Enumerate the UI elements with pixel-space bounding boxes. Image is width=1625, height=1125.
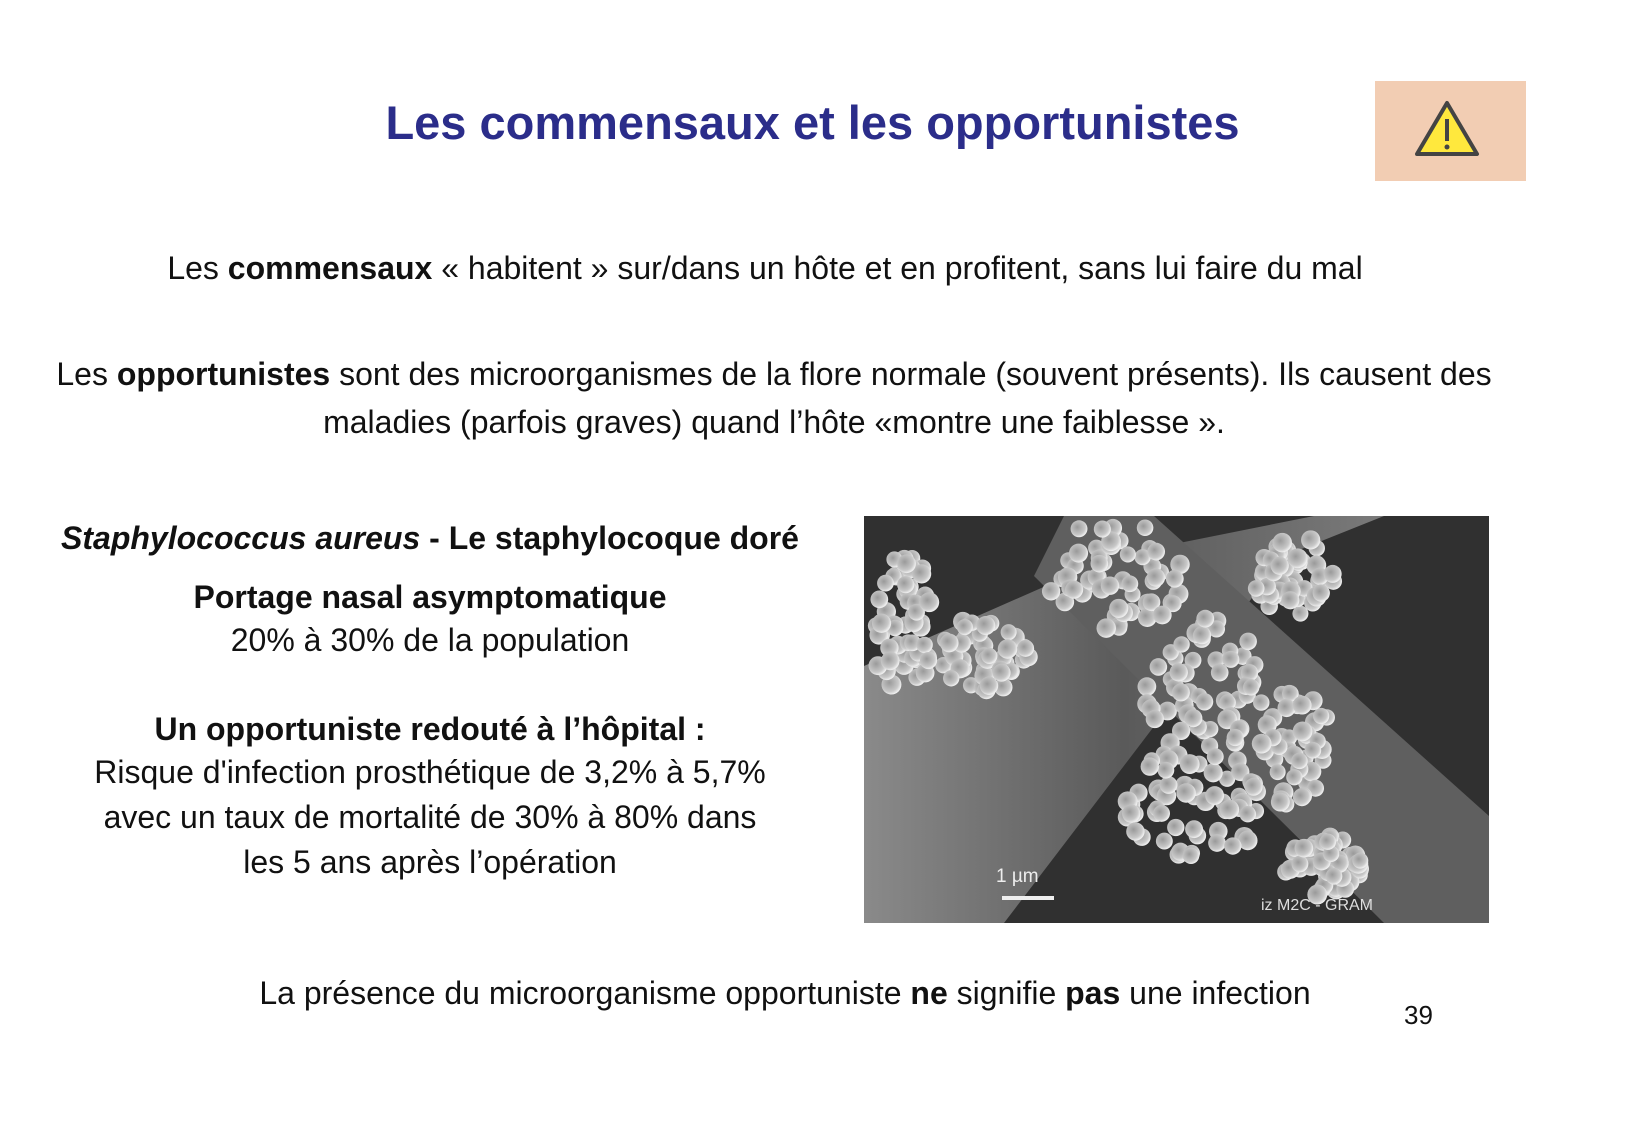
coccus-cell [1220, 800, 1239, 819]
coccus-cell [1017, 640, 1034, 657]
coccus-cell [1245, 778, 1263, 796]
coccus-cell [1150, 658, 1168, 676]
coccus-cell [993, 664, 1011, 682]
hospital-line: les 5 ans après l’opération [243, 844, 617, 880]
opportunistes-definition [0, 350, 1548, 446]
coccus-cell [1313, 708, 1329, 724]
carriage-heading: Portage nasal asymptomatique [193, 579, 667, 615]
coccus-cell [1295, 839, 1314, 858]
coccus-cell [1120, 546, 1136, 562]
bold-word: pas [1065, 975, 1121, 1011]
coccus-cell [1239, 633, 1257, 651]
coccus-cell [981, 648, 997, 664]
coccus-cell [1227, 729, 1244, 746]
coccus-cell [1352, 853, 1368, 869]
coccus-cell [1277, 699, 1295, 717]
coccus-cell [1153, 805, 1170, 822]
coccus-cell [1158, 762, 1175, 779]
coccus-cell [1272, 533, 1291, 552]
coccus-cell [1173, 636, 1189, 652]
coccus-cell [1094, 521, 1111, 538]
coccus-cell [1252, 734, 1272, 754]
sem-image [864, 516, 1489, 923]
coccus-cell [1097, 618, 1116, 637]
coccus-cell [1208, 834, 1226, 852]
coccus-cell [1313, 584, 1330, 601]
coccus-cell [1183, 848, 1199, 864]
coccus-cell [1326, 868, 1343, 885]
coccus-cell [1138, 677, 1157, 696]
coccus-cell [1240, 806, 1257, 823]
text: La présence du microorganisme opportuniste [259, 975, 911, 1011]
coccus-cell [1248, 580, 1265, 597]
coccus-cell [1156, 833, 1173, 850]
coccus-cell [1196, 610, 1214, 628]
coccus-cell [1122, 575, 1139, 592]
coccus-cell [1176, 783, 1196, 803]
coccus-cell [919, 592, 939, 612]
coccus-cell [1153, 606, 1172, 625]
coccus-cell [1160, 776, 1178, 794]
footer-note [0, 975, 1570, 1012]
coccus-cell [1301, 530, 1320, 549]
coccus-cell [1224, 837, 1241, 854]
carriage-value: 20% à 30% de la population [230, 622, 630, 658]
coccus-cell [1146, 710, 1164, 728]
coccus-cell [872, 614, 891, 633]
coccus-cell [1193, 626, 1211, 644]
coccus-cell [980, 677, 998, 695]
text: sont des microorganismes de la flore normale (souvent présents). Ils causent des maladies (parfois graves) quand l’hôte «montre une faiblesse ». [323, 356, 1492, 440]
coccus-cell [1253, 694, 1269, 710]
image-credit: iz M2C - GRAM [1261, 897, 1373, 914]
coccus-cell [1305, 742, 1322, 759]
coccus-cell [1324, 565, 1342, 583]
coccus-cell [1172, 683, 1190, 701]
text: Les [167, 250, 228, 286]
coccus-cell [1196, 693, 1213, 710]
coccus-cell [1286, 769, 1302, 785]
coccus-cell [1185, 820, 1203, 838]
scale-bar-label: 1 µm [996, 866, 1039, 887]
coccus-cell [1293, 788, 1311, 806]
coccus-cell [1204, 763, 1223, 782]
coccus-cell [877, 575, 894, 592]
text: « habitent » sur/dans un hôte et en profitent, sans lui faire du mal [432, 250, 1363, 286]
text: Les [56, 356, 117, 392]
coccus-cell [916, 637, 932, 653]
coccus-cell [1222, 651, 1239, 668]
coccus-cell [1167, 819, 1184, 836]
hospital-line: Risque d'infection prosthétique de 3,2% à 5,7% [94, 754, 766, 790]
coccus-cell [1065, 581, 1083, 599]
coccus-cell [1069, 544, 1088, 563]
coccus-cell [1180, 754, 1200, 774]
coccus-cell [881, 652, 900, 671]
coccus-cell [897, 554, 916, 573]
warning-box [1375, 81, 1526, 181]
coccus-cell [870, 590, 888, 608]
slide-title: Les commensaux et les opportunistes [385, 96, 1240, 149]
coccus-cell [976, 616, 995, 635]
species-name: Staphylococcus aureus [61, 520, 421, 556]
bold-word: ne [910, 975, 948, 1011]
coccus-cell [1122, 804, 1140, 822]
coccus-cell [943, 670, 959, 686]
coccus-cell [1042, 582, 1060, 600]
coccus-cell [998, 639, 1018, 659]
coccus-cell [1091, 555, 1109, 573]
sem-micrograph [864, 516, 1489, 923]
hospital-line: avec un taux de mortalité de 30% à 80% dans [103, 799, 757, 835]
coccus-cell [957, 619, 973, 635]
coccus-cell [1292, 856, 1309, 873]
coccus-cell [1109, 599, 1128, 618]
text: signifie [947, 975, 1066, 1011]
coccus-cell [1288, 548, 1308, 568]
coccus-cell [1293, 696, 1312, 715]
coccus-cell [1270, 764, 1286, 780]
coccus-cell [940, 634, 959, 653]
coccus-cell [1001, 624, 1017, 640]
coccus-cell [1101, 577, 1119, 595]
coccus-cell [1207, 748, 1224, 765]
text: une infection [1120, 975, 1311, 1011]
coccus-cell [1205, 786, 1224, 805]
bold-term: opportunistes [116, 356, 331, 392]
coccus-cell [1211, 664, 1229, 682]
coccus-cell [1141, 757, 1159, 775]
coccus-cell [1271, 557, 1289, 575]
page-number: 39 [1404, 1000, 1433, 1030]
coccus-cell [1281, 591, 1299, 609]
coccus-cell [1147, 543, 1165, 561]
warning-triangle-icon [1375, 81, 1526, 181]
staph-info [20, 520, 840, 881]
bold-term: commensaux [227, 250, 433, 286]
coccus-cell [1137, 519, 1154, 536]
coccus-cell [1291, 753, 1307, 769]
coccus-cell [1184, 709, 1202, 727]
coccus-cell [1071, 520, 1088, 537]
coccus-cell [1243, 679, 1259, 695]
coccus-cell [1271, 793, 1290, 812]
coccus-cell [1320, 833, 1336, 849]
coccus-cell [1126, 822, 1144, 840]
coccus-cell [1147, 568, 1165, 586]
coccus-cell [1166, 570, 1184, 588]
coccus-cell [897, 576, 914, 593]
species-heading [20, 520, 840, 557]
coccus-cell [1170, 663, 1188, 681]
commensaux-definition [0, 250, 1530, 287]
hospital-heading: Un opportuniste redouté à l’hôpital : [154, 711, 706, 747]
coccus-cell [1293, 721, 1313, 741]
species-common: - Le staphylocoque doré [420, 520, 799, 556]
coccus-cell [920, 652, 937, 669]
